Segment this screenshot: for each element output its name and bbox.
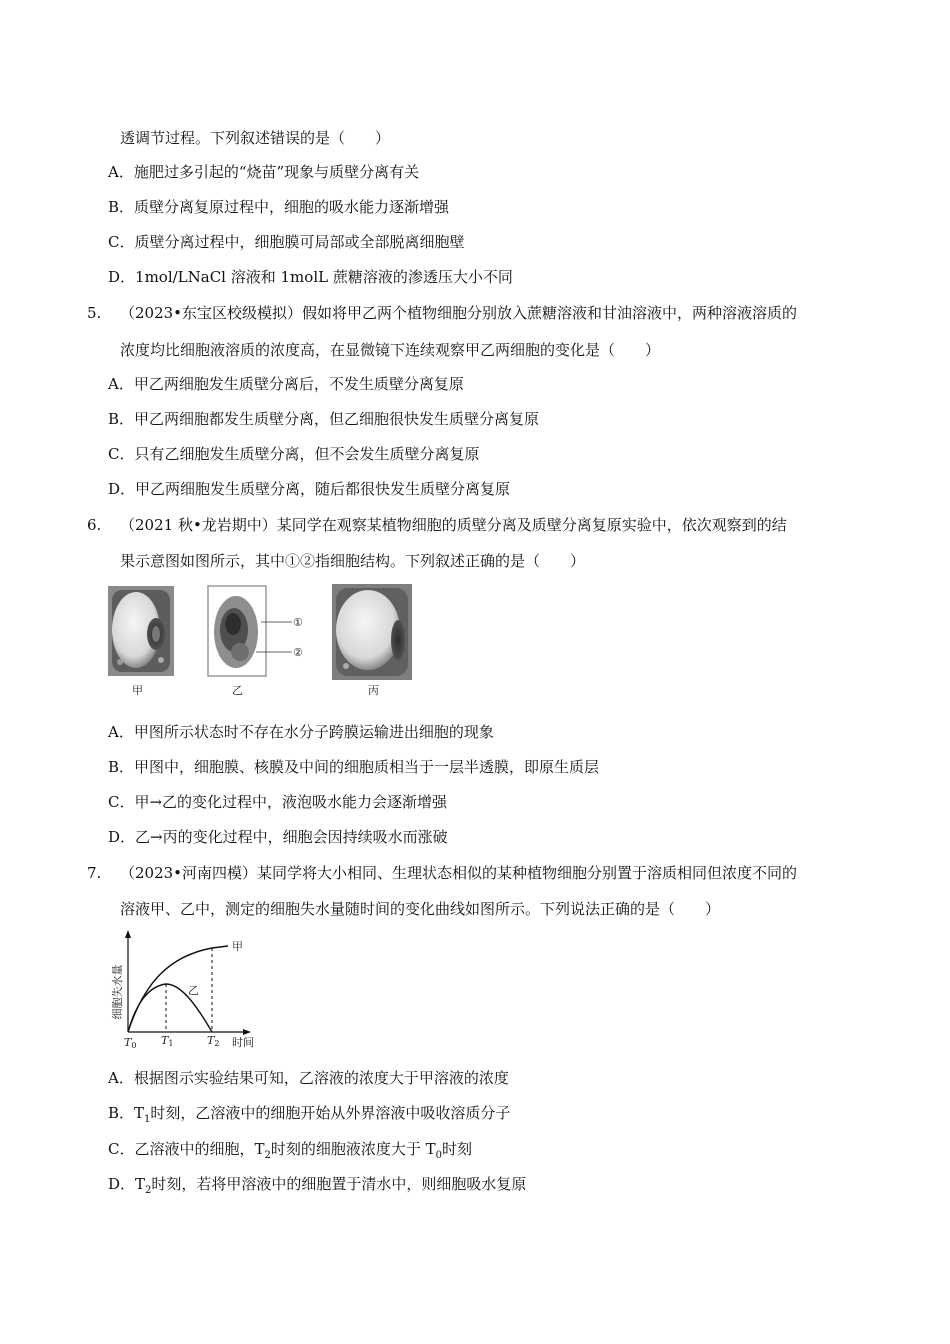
q6-option-b: B．甲图中，细胞膜、核膜及中间的细胞质相当于一层半透膜，即原生质层 — [108, 758, 600, 776]
q6-option-a: A．甲图所示状态时不存在水分子跨膜运输进出细胞的现象 — [108, 723, 494, 741]
q4-option-b: B．质壁分离复原过程中，细胞的吸水能力逐渐增强 — [108, 198, 450, 216]
q6-stem-line1: （2021 秋•龙岩期中）某同学在观察某植物细胞的质壁分离及质壁分离复原实验中，依次观察到的结 — [120, 516, 787, 534]
q5-option-a: A．甲乙两细胞发生质壁分离后，不发生质壁分离复原 — [108, 375, 464, 393]
q7-option-d: D．$T_2$时刻，若将甲溶液中的细胞置于清水中，则细胞吸水复原 — [108, 1175, 527, 1196]
q6-stem-line2: 果示意图如图所示，其中①②指细胞结构。下列叙述正确的是（ ） — [120, 552, 586, 570]
chart-xlabel: 时间 — [232, 1036, 254, 1049]
chart-ylabel: 细胞失水量 — [111, 964, 124, 1020]
series-yi-label: 乙 — [188, 984, 199, 997]
q7-water-loss-chart — [104, 928, 274, 1054]
q6-option-d: D．乙→丙的变化过程中，细胞会因持续吸水而涨破 — [108, 828, 448, 846]
tick-t2: T2 — [207, 1034, 220, 1048]
tick-t1: T1 — [161, 1034, 174, 1048]
tick-t0: T0 — [124, 1036, 137, 1050]
series-jia-label: 甲 — [232, 940, 243, 953]
series-yi-curve — [128, 984, 212, 1032]
cell-bing — [332, 584, 412, 680]
q7-option-b: B．$T_1$时刻，乙溶液中的细胞开始从外界溶液中吸收溶质分子 — [108, 1104, 511, 1125]
q5-option-c: C．只有乙细胞发生质壁分离，但不会发生质壁分离复原 — [108, 445, 480, 463]
y-axis-arrow — [125, 930, 131, 938]
q5-stem-line1: （2023•东宝区校级模拟）假如将甲乙两个植物细胞分别放入蔗糖溶液和甘油溶液中，两种溶液溶质的 — [120, 304, 798, 322]
q5-number: 5. — [87, 304, 102, 322]
label-jia: 甲 — [132, 684, 143, 697]
q7-option-a: A．根据图示实验结果可知，乙溶液的浓度大于甲溶液的浓度 — [108, 1069, 509, 1087]
x-axis-arrow — [243, 1029, 251, 1035]
marker-1: ① — [293, 616, 303, 629]
q6-cell-figure — [106, 582, 436, 704]
label-yi: 乙 — [232, 684, 243, 697]
q4-option-a: A．施肥过多引起的“烧苗”现象与质壁分离有关 — [108, 163, 420, 181]
q7-option-c: C．乙溶液中的细胞，$T_2$时刻的细胞液浓度大于 $T_0$时刻 — [108, 1140, 473, 1161]
q6-number: 6. — [87, 516, 102, 534]
cell-yi — [208, 586, 266, 676]
label-bing: 丙 — [368, 684, 379, 697]
q7-number: 7. — [87, 864, 102, 882]
q4-option-c: C．质壁分离过程中，细胞膜可局部或全部脱离细胞壁 — [108, 233, 465, 251]
q5-option-b: B．甲乙两细胞都发生质壁分离，但乙细胞很快发生质壁分离复原 — [108, 410, 540, 428]
q6-option-c: C．甲→乙的变化过程中，液泡吸水能力会逐渐增强 — [108, 793, 448, 811]
cell-jia — [108, 586, 174, 676]
q5-option-d: D．甲乙两细胞发生质壁分离，随后都很快发生质壁分离复原 — [108, 480, 511, 498]
marker-2: ② — [293, 646, 303, 659]
q4-option-d: D．1mol/LNaCl 溶液和 1molL 蔗糖溶液的渗透压大小不同 — [108, 268, 513, 286]
q7-stem-line1: （2023•河南四模）某同学将大小相同、生理状态相似的某种植物细胞分别置于溶质相同但浓度不同的 — [120, 864, 798, 882]
q5-stem-line2: 浓度均比细胞液溶质的浓度高，在显微镜下连续观察甲乙两细胞的变化是（ ） — [120, 341, 661, 359]
q7-stem-line2: 溶液甲、乙中，测定的细胞失水量随时间的变化曲线如图所示。下列说法正确的是（ ） — [120, 900, 721, 918]
q4-continuation: 透调节过程。下列叙述错误的是（ ） — [120, 129, 391, 147]
